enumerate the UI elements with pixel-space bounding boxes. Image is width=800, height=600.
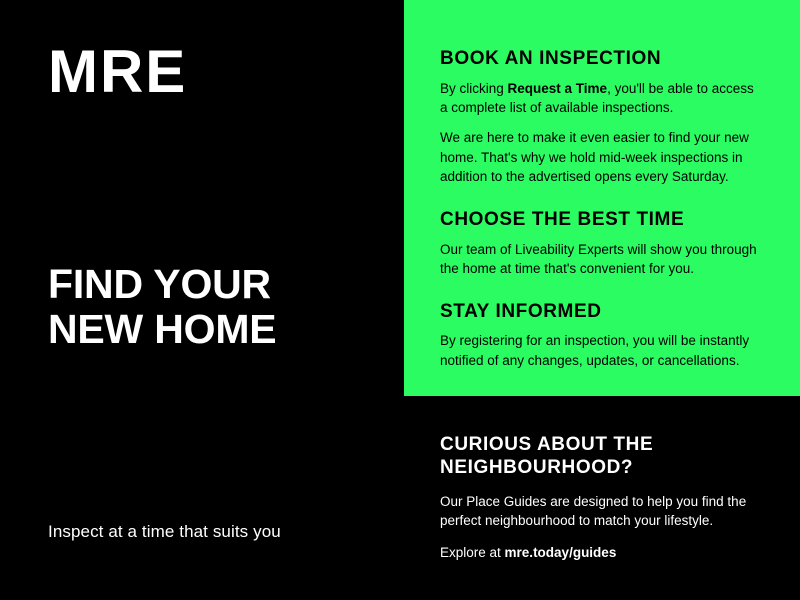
- headline-line-2: NEW HOME: [48, 306, 277, 353]
- headline-line-1: FIND YOUR: [48, 261, 271, 307]
- right-side: [404, 0, 800, 600]
- brand-logo: MRE: [48, 38, 188, 105]
- section-body-stay-informed: By registering for an inspection, you will be instantly notified of any changes, updates, or cancellations.: [440, 333, 750, 369]
- section-title-stay-informed: STAY INFORMED: [440, 300, 602, 322]
- section-title-choose-the-best-time: CHOOSE THE BEST TIME: [440, 208, 685, 230]
- explore-prefix: Explore at: [440, 544, 505, 560]
- green-info-panel: [404, 0, 800, 396]
- book-text-after: , you'll be able to access a complete list of available inspections.: [440, 80, 754, 116]
- page-title: [48, 262, 276, 352]
- explore-url[interactable]: mre.today/guides: [504, 544, 617, 560]
- section-body-book-an-inspection-2: We are here to make it even easier to find your new home. That's why we hold mid-week inspections in addition to the advertised opens every Saturday.: [440, 129, 749, 185]
- tagline: Inspect at a time that suits you: [48, 522, 281, 541]
- neighbourhood-title-line-1: CURIOUS ABOUT THE: [440, 434, 654, 455]
- neighbourhood-panel: [404, 396, 800, 600]
- book-text-before: By clicking: [440, 80, 508, 96]
- request-a-time-emphasis: Request a Time: [507, 80, 608, 96]
- explore-line: [440, 543, 764, 563]
- section-title-book-an-inspection: BOOK AN INSPECTION: [440, 48, 662, 69]
- neighbourhood-title-line-2: NEIGHBOURHOOD?: [440, 456, 634, 478]
- section-body-book-an-inspection-1: [440, 79, 764, 118]
- section-title-curious-about-the-neighbourhood: [440, 434, 764, 480]
- section-body-neighbourhood: Our Place Guides are designed to help you find the perfect neighbourhood to match your lifestyle.: [440, 493, 747, 529]
- section-body-choose-the-best-time: Our team of Liveability Experts will show you through the home at time that's convenient for you.: [440, 241, 757, 277]
